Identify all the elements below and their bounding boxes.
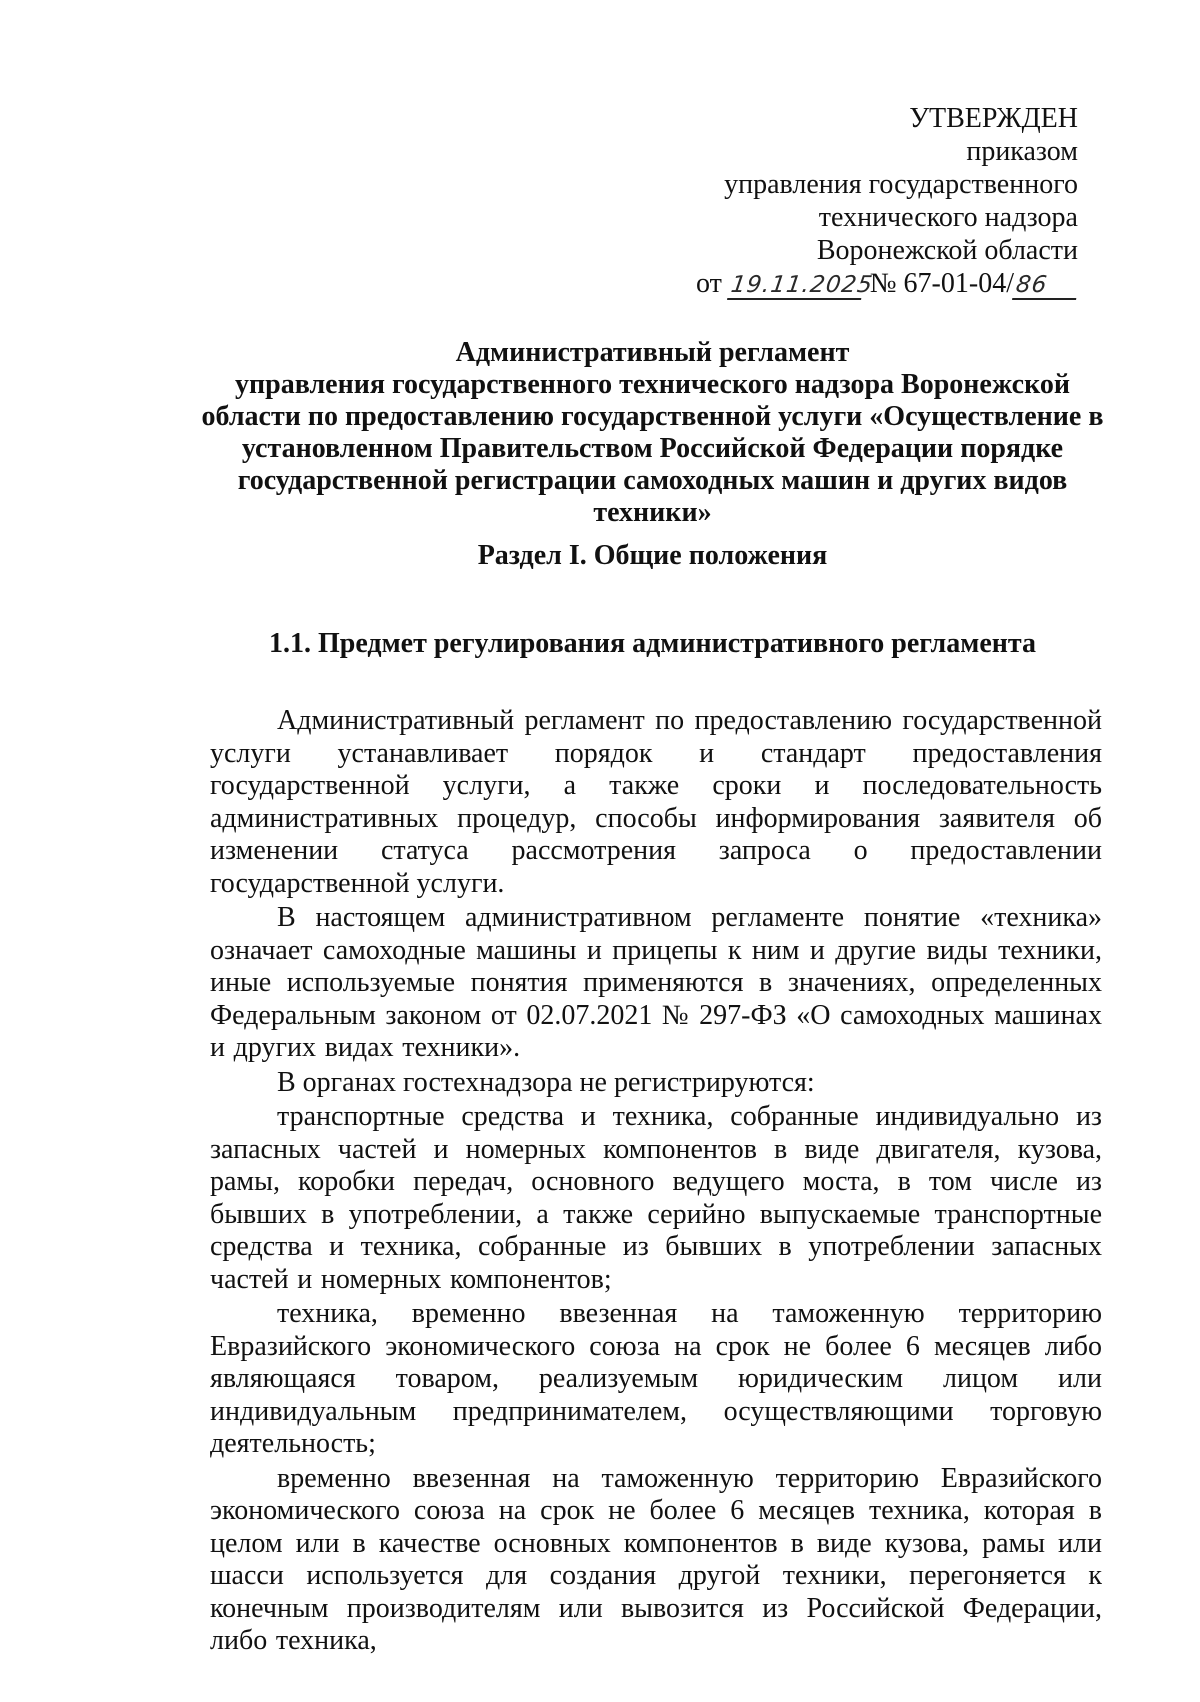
approval-heading: УТВЕРЖДЕН (909, 103, 1078, 134)
document-title (200, 337, 1105, 529)
paragraph-definition: В настоящем административном регламенте понятие «техника» означает самоходные машины и прицепы к ним и другие виды техники, иные используемые понятия применяются в значениях, определенных Федеральным законом от 02.07.2021 № 297-ФЗ «О самоходных машинах и других видах техники». (210, 902, 1102, 1063)
title-line-5: государственной регистрации самоходных машин и других видов (237, 465, 1068, 496)
handwritten-date: 19.11.2025 (727, 272, 865, 300)
date-prefix: от (695, 268, 722, 299)
title-line-1: Административный регламент (455, 337, 850, 368)
title-line-4: установленном Правительством Российской Федерации порядке (241, 433, 1064, 464)
approval-line-order: приказом (966, 136, 1078, 167)
paragraph-purpose: Административный регламент по предоставлению государственной услуги устанавливает порядок и стандарт предоставления государственной услуги, а также сроки и последовательность административных процедур, способы информирования заявителя об изменении статуса рассмотрения запроса о предоставлении государственной услуги. (210, 705, 1102, 899)
title-line-2: управления государственного технического надзора Воронежской (235, 369, 1070, 400)
order-number-prefix: № 67-01-04/ (869, 268, 1014, 299)
approval-line-region: Воронежской области (816, 235, 1078, 266)
title-line-3: области по предоставлению государственной услуги «Осуществление в (201, 401, 1104, 432)
handwritten-order-number: 86 (1012, 272, 1080, 300)
approval-line-authority: управления государственного (724, 169, 1078, 200)
section-heading: Раздел I. Общие положения (477, 540, 828, 571)
paragraph-assembled-vehicles: транспортные средства и техника, собранные индивидуально из запасных частей и номерных компонентов в виде двигателя, кузова, рамы, коробки передач, основного ведущего моста, в том числе из бывших в употреблении, а также серийно выпускаемые транспортные средства и техника, собранные из бывших в употреблении запасных частей и номерных компонентов; (210, 1101, 1102, 1295)
subsection-heading: 1.1. Предмет регулирования административного регламента (269, 628, 1036, 659)
approval-line-supervision: технического надзора (818, 202, 1078, 233)
approval-block (696, 102, 1078, 300)
paragraph-temporary-import-components: временно ввезенная на таможенную территорию Евразийского экономического союза на срок не более 6 месяцев техника, которая в целом или в качестве основных компонентов в виде кузова, рамы или шасси используется для создания другой техники, перегоняется к конечным производителям или вывозится из Российской Федерации, либо техника, (210, 1462, 1102, 1656)
document-body (210, 705, 1102, 1660)
approval-order-line (696, 267, 1078, 300)
paragraph-not-registered-intro: В органах гостехнадзора не регистрируются: (277, 1066, 815, 1098)
title-line-6: техники» (593, 497, 712, 528)
paragraph-temporary-import: техника, временно ввезенная на таможенную территорию Евразийского экономического союза на срок не более 6 месяцев либо являющаяся товаром, реализуемым юридическим лицом или индивидуальным предпринимателем, осуществляющими торговую деятельность; (210, 1298, 1102, 1459)
